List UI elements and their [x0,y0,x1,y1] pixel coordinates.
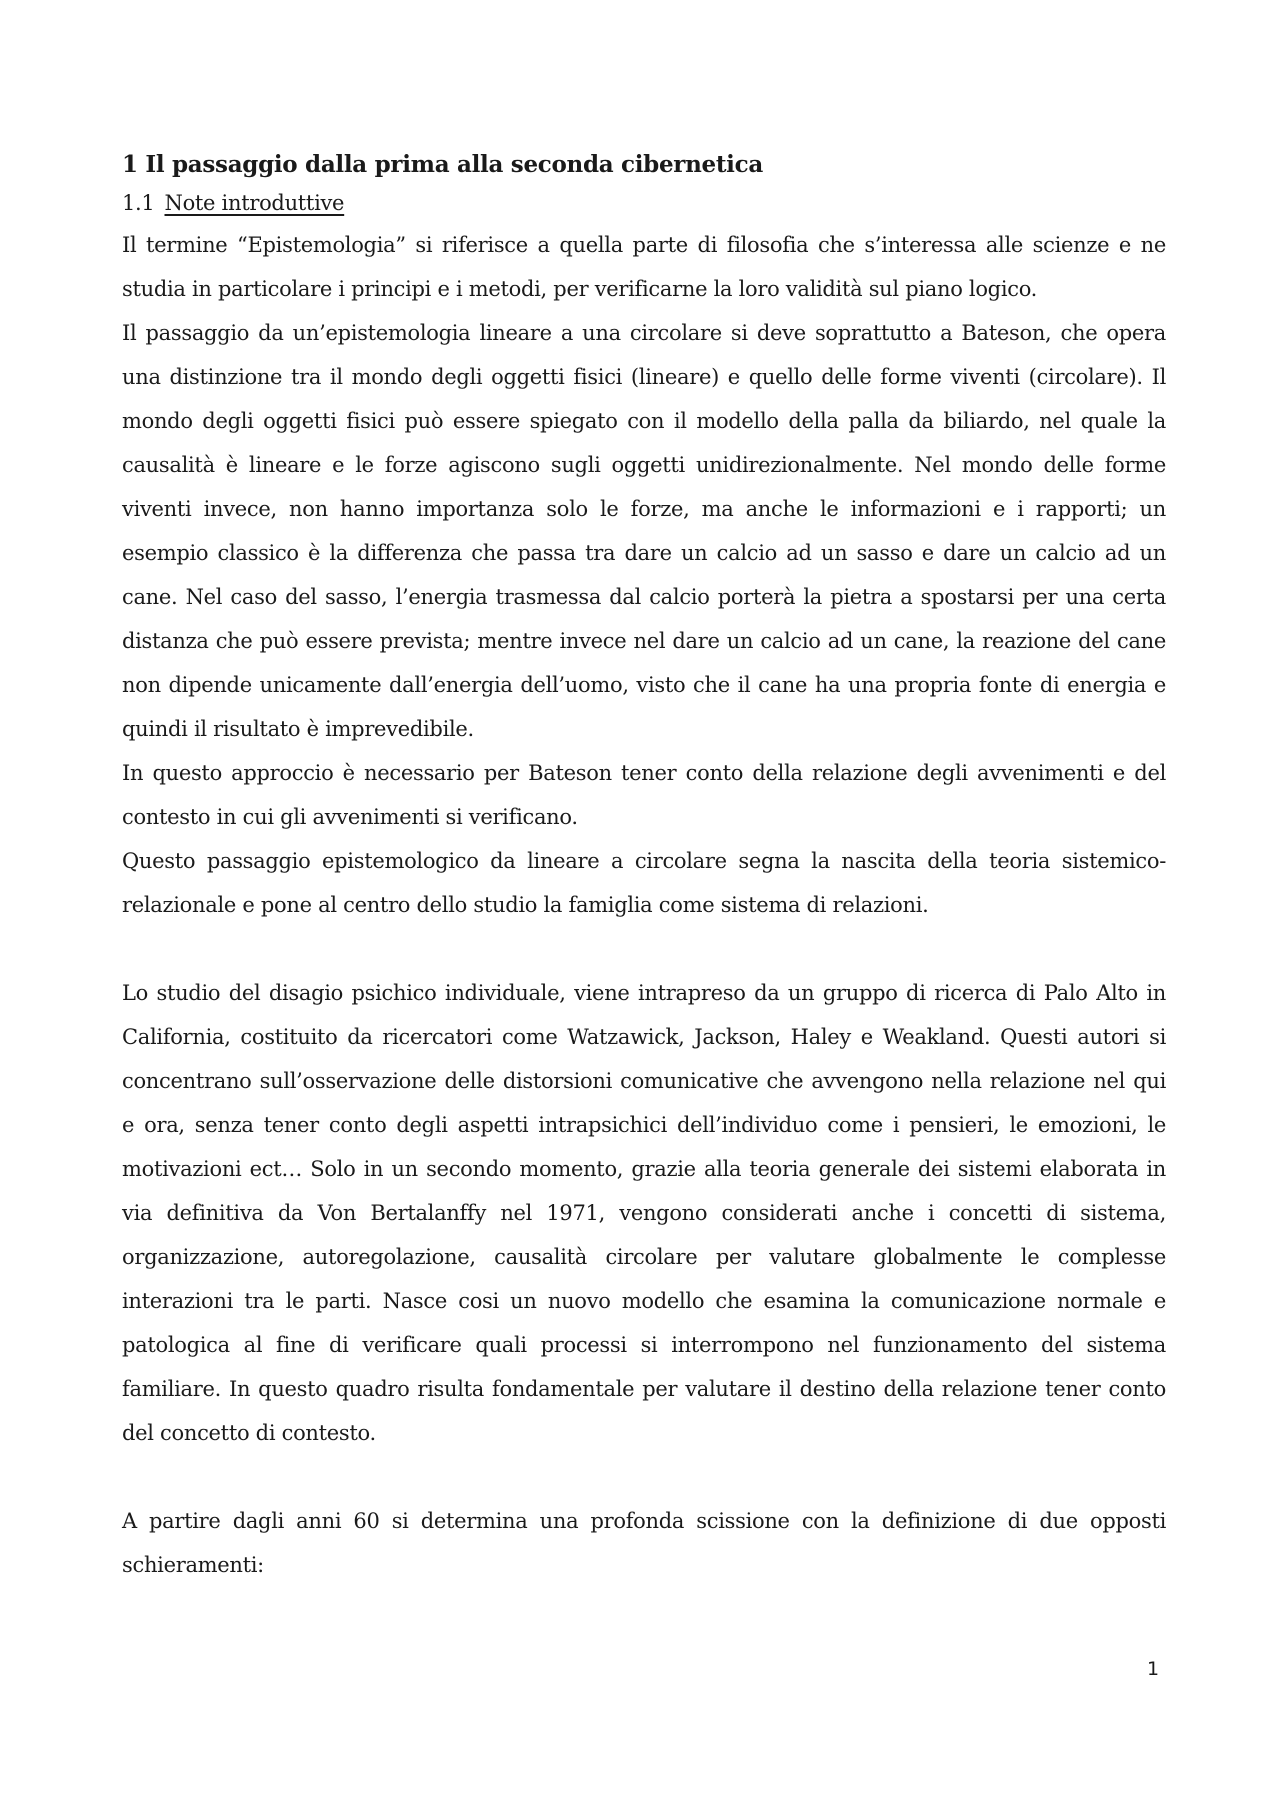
chapter-heading: 1 Il passaggio dalla prima alla seconda cibernetica [122,151,763,178]
page-number: 1 [1147,1658,1160,1680]
paragraph-sixties-split: A partire dagli anni 60 si determina una profonda scissione con la definizione di due opposti schieramenti: [122,1509,1166,1577]
section-number: 1.1 [122,191,155,215]
paragraph-systemic-theory: Questo passaggio epistemologico da lineare a circolare segna la nascita della teoria sistemico-relazionale e pone al centro dello studio la famiglia come sistema di relazioni. [122,849,1166,917]
paragraph-spacer [122,927,1166,971]
section-heading [122,187,1166,219]
paragraph-epistemology-definition: Il termine “Epistemologia” si riferisce a quella parte di filosofia che s’interessa alle scienze e ne studia in particolare i principi e i metodi, per verificarne la loro validità sul piano logico. [122,233,1166,301]
paragraph-spacer [122,1455,1166,1499]
page-content [122,148,1166,1587]
paragraph-bateson-linear-circular: Il passaggio da un’epistemologia lineare a una circolare si deve soprattutto a Bateson, che opera una distinzione tra il mondo degli oggetti fisici (lineare) e quello delle forme viventi (circolare). Il mondo degli oggetti fisici può essere spiegato con il modello della palla da biliardo, nel quale la causalità è lineare e le forze agiscono sugli oggetti unidirezionalmente. Nel mondo delle forme viventi invece, non hanno importanza solo le forze, ma anche le informazioni e i rapporti; un esempio classico è la differenza che passa tra dare un calcio ad un sasso e dare un calcio ad un cane. Nel caso del sasso, l’energia trasmessa dal calcio porterà la pietra a spostarsi per una certa distanza che può essere prevista; mentre invece nel dare un calcio ad un cane, la reazione del cane non dipende unicamente dall’energia dell’uomo, visto che il cane ha una propria fonte di energia e quindi il risultato è imprevedibile. [122,321,1166,741]
paragraph-palo-alto: Lo studio del disagio psichico individuale, viene intrapreso da un gruppo di ricerca di Palo Alto in California, costituito da ricercatori come Watzawick, Jackson, Haley e Weakland. Questi autori si concentrano sull’osservazione delle distorsioni comunicative che avvengono nella relazione nel qui e ora, senza tener conto degli aspetti intrapsichici dell’individuo come i pensieri, le emozioni, le motivazioni ect… Solo in un secondo momento, grazie alla teoria generale dei sistemi elaborata in via definitiva da Von Bertalanffy nel 1971, vengono considerati anche i concetti di sistema, organizzazione, autoregolazione, causalità circolare per valutare globalmente le complesse interazioni tra le parti. Nasce cosi un nuovo modello che esamina la comunicazione normale e patologica al fine di verificare quali processi si interrompono nel funzionamento del sistema familiare. In questo quadro risulta fondamentale per valutare il destino della relazione tener conto del concetto di contesto. [122,981,1166,1445]
paragraph-bateson-context: In questo approccio è necessario per Bateson tener conto della relazione degli avvenimenti e del contesto in cui gli avvenimenti si verificano. [122,761,1166,829]
section-title: Note introduttive [164,191,345,215]
